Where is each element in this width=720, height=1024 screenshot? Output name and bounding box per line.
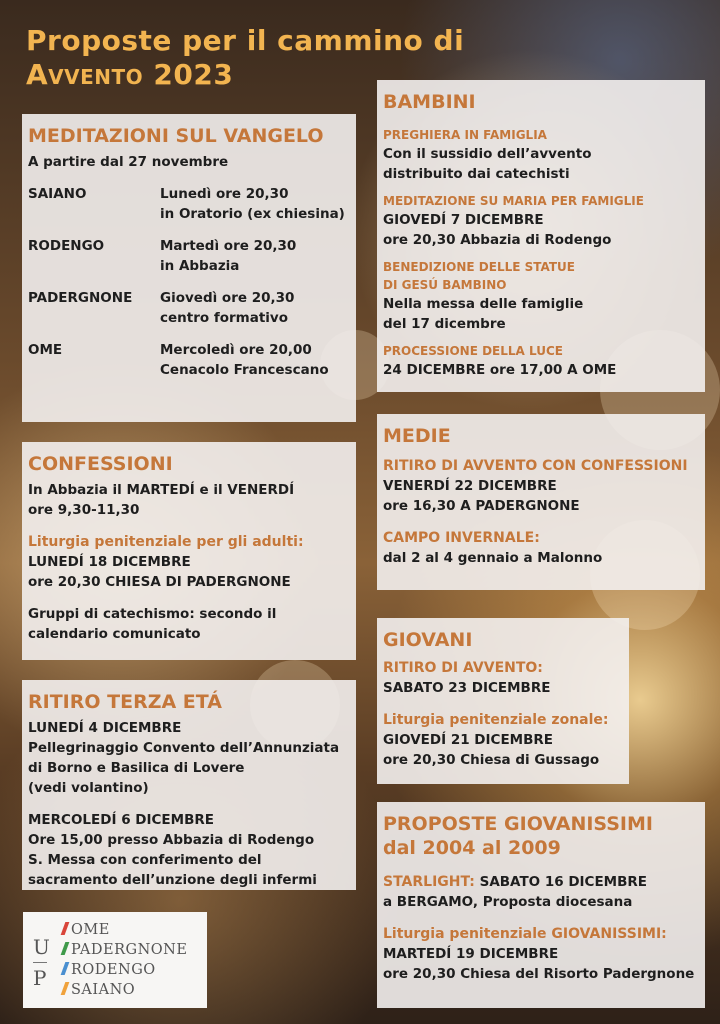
confessioni-date: LUNEDÍ 18 DICEMBRE <box>28 554 191 570</box>
bambini-subheading: PREGHIERA IN FAMIGLIA <box>383 128 547 142</box>
meditazioni-time: Giovedì ore 20,30 <box>160 290 295 306</box>
meditazioni-venue: Cenacolo Francescano <box>160 362 329 378</box>
bambini-text: distribuito dai catechisti <box>383 166 570 182</box>
logo-red-bar <box>61 922 70 935</box>
medie-text: dal 2 al 4 gennaio a Malonno <box>383 550 603 566</box>
logo-parish <box>63 980 187 1000</box>
logo-parish <box>63 940 187 960</box>
logo-monogram <box>33 934 50 991</box>
meditazioni-time: Martedì ore 20,30 <box>160 238 297 254</box>
meditazioni-place: OME <box>28 342 63 358</box>
giovanissimi-text: MARTEDÍ 19 DICEMBRE <box>383 946 559 962</box>
giovani-subheading: RITIRO DI AVVENTO: <box>383 660 543 676</box>
meditazioni-heading: MEDITAZIONI SUL VANGELO <box>28 125 324 147</box>
confessioni-panel <box>22 442 356 660</box>
logo-parish-name: OME <box>71 922 110 938</box>
logo-green-bar <box>61 942 70 955</box>
logo-u: U <box>33 935 50 959</box>
logo-orange-bar <box>61 982 70 995</box>
meditazioni-venue: in Oratorio (ex chiesina) <box>160 206 345 222</box>
medie-heading: MEDIE <box>383 425 451 447</box>
medie-text: ore 16,30 A PADERGNONE <box>383 498 580 514</box>
meditazioni-time: Mercoledì ore 20,00 <box>160 342 312 358</box>
giovanissimi-text: a BERGAMO, Proposta diocesana <box>383 894 633 910</box>
bambini-text: del 17 dicembre <box>383 316 506 332</box>
confessioni-note: Gruppi di catechismo: secondo il <box>28 606 277 622</box>
bambini-heading: BAMBINI <box>383 91 476 113</box>
ritiro-date: MERCOLEDÍ 6 DICEMBRE <box>28 812 214 828</box>
meditazioni-row <box>28 236 348 276</box>
confessioni-heading: CONFESSIONI <box>28 453 173 475</box>
bambini-text: 24 DICEMBRE ore 17,00 A OME <box>383 362 617 378</box>
giovanissimi-subheading: Liturgia penitenziale GIOVANISSIMI: <box>383 926 667 942</box>
ritiro-text: Pellegrinaggio Convento dell’Annunziata <box>28 740 340 756</box>
giovanissimi-subheading: STARLIGHT: <box>383 874 475 890</box>
giovani-panel <box>377 618 629 784</box>
giovanissimi-text: ore 20,30 Chiesa del Risorto Padergnone <box>383 966 695 982</box>
meditazioni-time: Lunedì ore 20,30 <box>160 186 289 202</box>
ritiro-text: sacramento dell’unzione degli infermi <box>28 872 317 888</box>
meditazioni-row <box>28 184 348 224</box>
giovanissimi-heading: PROPOSTE GIOVANISSIMI <box>383 813 653 835</box>
confessioni-days: In Abbazia il MARTEDÍ e il VENERDÍ <box>28 482 295 498</box>
logo-parish <box>63 920 187 940</box>
meditazioni-venue: centro formativo <box>160 310 288 326</box>
title-line-1: Proposte per il cammino di <box>26 24 465 57</box>
meditazioni-place: SAIANO <box>28 186 87 202</box>
bambini-text: Nella messa delle famiglie <box>383 296 584 312</box>
ritiro-text: Ore 15,00 presso Abbazia di Rodengo <box>28 832 315 848</box>
meditazioni-panel <box>22 114 356 422</box>
ritiro-date: LUNEDÍ 4 DICEMBRE <box>28 720 182 736</box>
medie-subheading: CAMPO INVERNALE: <box>383 530 540 546</box>
bambini-panel <box>377 80 705 392</box>
logo-parish-name: PADERGNONE <box>71 942 188 958</box>
medie-subheading: RITIRO DI AVVENTO CON CONFESSIONI <box>383 458 688 474</box>
bambini-subheading: PROCESSIONE DELLA LUCE <box>383 344 563 358</box>
giovanissimi-text: SABATO 16 DICEMBRE <box>479 874 648 890</box>
ritiro-text: di Borno e Basilica di Lovere <box>28 760 245 776</box>
giovani-text: SABATO 23 DICEMBRE <box>383 680 551 696</box>
giovani-subheading: Liturgia penitenziale zonale: <box>383 712 609 728</box>
confessioni-subheading: Liturgia penitenziale per gli adulti: <box>28 534 304 550</box>
giovani-text: ore 20,30 Chiesa di Gussago <box>383 752 600 768</box>
logo-blue-bar <box>61 962 70 975</box>
bambini-subheading: DI GESÚ BAMBINO <box>383 278 507 292</box>
ritiro-heading: RITIRO TERZA ETÁ <box>28 691 222 713</box>
giovanissimi-years: dal 2004 al 2009 <box>383 837 561 859</box>
medie-panel <box>377 414 705 590</box>
ritiro-text: S. Messa con conferimento del <box>28 852 262 868</box>
meditazioni-row <box>28 340 348 380</box>
confessioni-note: calendario comunicato <box>28 626 201 642</box>
bambini-subheading: MEDITAZIONE SU MARIA PER FAMIGLIE <box>383 194 644 208</box>
confessioni-place: ore 20,30 CHIESA DI PADERGNONE <box>28 574 291 590</box>
logo-parish <box>63 960 187 980</box>
giovani-heading: GIOVANI <box>383 629 473 651</box>
ritiro-text: (vedi volantino) <box>28 780 149 796</box>
logo-p: P <box>33 966 47 990</box>
confessioni-hours: ore 9,30-11,30 <box>28 502 140 518</box>
meditazioni-place: RODENGO <box>28 238 105 254</box>
ritiro-panel <box>22 680 356 890</box>
giovani-text: GIOVEDÍ 21 DICEMBRE <box>383 732 554 748</box>
bambini-text: GIOVEDÍ 7 DICEMBRE <box>383 212 544 228</box>
medie-text: VENERDÍ 22 DICEMBRE <box>383 478 557 494</box>
title-line-2: Avvento 2023 <box>26 58 234 91</box>
giovanissimi-starlight <box>383 872 697 892</box>
logo-parish-name: RODENGO <box>71 962 156 978</box>
bambini-subheading: BENEDIZIONE DELLE STATUE <box>383 260 575 274</box>
meditazioni-place: PADERGNONE <box>28 290 133 306</box>
logo-parish-list <box>63 920 187 1000</box>
meditazioni-start: A partire dal 27 novembre <box>28 154 229 170</box>
logo-parish-name: SAIANO <box>71 982 136 998</box>
bambini-text: ore 20,30 Abbazia di Rodengo <box>383 232 612 248</box>
bambini-text: Con il sussidio dell’avvento <box>383 146 592 162</box>
meditazioni-row <box>28 288 348 328</box>
giovanissimi-panel <box>377 802 705 1008</box>
unita-pastorale-logo <box>23 912 207 1008</box>
meditazioni-venue: in Abbazia <box>160 258 240 274</box>
